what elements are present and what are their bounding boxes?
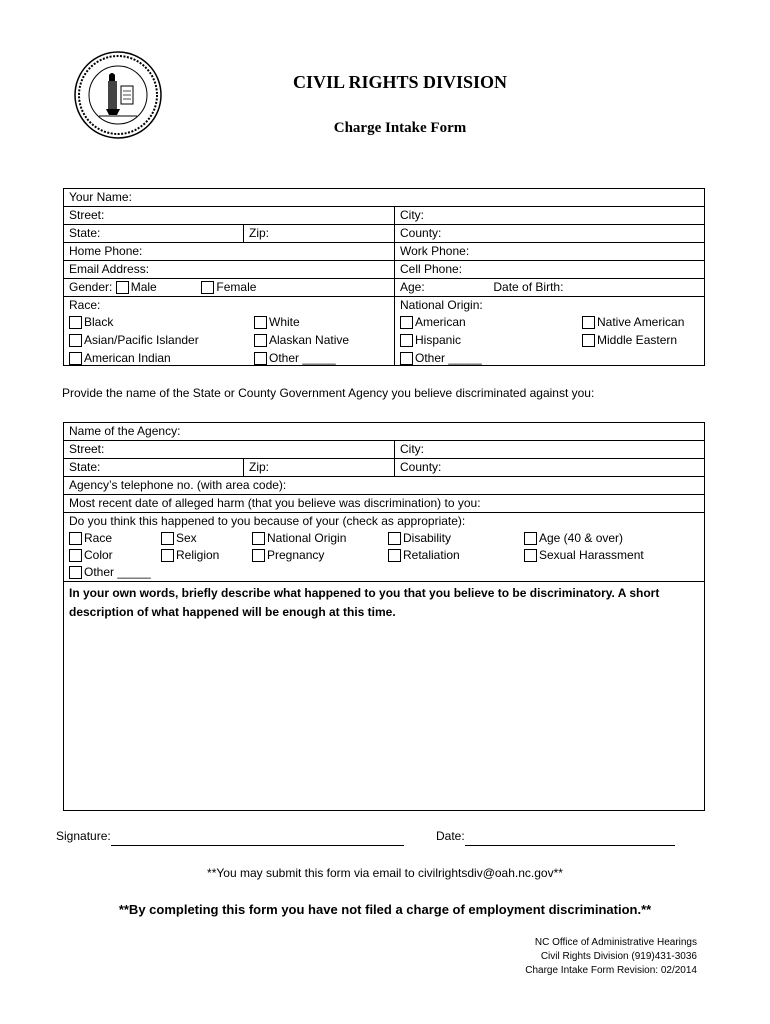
signature-line[interactable] [111,831,404,846]
race-option[interactable]: White [254,314,300,331]
page-subtitle: Charge Intake Form [333,120,467,136]
cell-phone-field[interactable]: Cell Phone: [395,261,705,279]
checkbox[interactable] [252,549,265,562]
agency-county-field[interactable]: County: [395,459,705,477]
checkbox[interactable] [524,532,537,545]
checkbox[interactable] [400,352,413,365]
state-field[interactable]: State: [64,225,244,243]
footer-line: Civil Rights Division (919)431-3036 [540,951,697,962]
agency-info-table [63,422,705,811]
checkbox[interactable] [161,532,174,545]
checkbox[interactable] [69,549,82,562]
checkbox[interactable] [524,549,537,562]
checkbox[interactable] [69,566,82,579]
checkbox[interactable] [252,532,265,545]
checkbox[interactable] [388,549,401,562]
origin-option[interactable]: Middle Eastern [582,332,677,349]
agency-name-field[interactable]: Name of the Agency: [64,423,705,441]
date-field[interactable]: Date: [436,829,675,846]
race-option[interactable]: Other _____ [254,350,336,366]
checkbox[interactable] [69,334,82,347]
gender-male-checkbox[interactable] [116,281,129,294]
basis-option[interactable]: Sexual Harassment [524,547,644,564]
race-option[interactable]: Alaskan Native [254,332,349,349]
email-field[interactable]: Email Address: [64,261,395,279]
agency-zip-field[interactable]: Zip: [244,459,395,477]
basis-option[interactable]: Race [69,530,112,547]
agency-street-field[interactable]: Street: [64,441,395,459]
checkbox[interactable] [254,316,267,329]
basis-option[interactable]: Disability [388,530,451,547]
national-origin-field: National Origin: American Native American Hispanic Middle Eastern Other _____ [395,297,705,366]
checkbox[interactable] [388,532,401,545]
checkbox[interactable] [400,334,413,347]
basis-option[interactable]: Age (40 & over) [524,530,623,547]
origin-option[interactable]: Hispanic [400,332,461,349]
checkbox[interactable] [400,316,413,329]
race-option[interactable]: American Indian [69,350,171,366]
checkbox[interactable] [69,352,82,365]
basis-field: Do you think this happened to you because of your (check as appropriate): Race Sex National Origin Disability Age (40 & over) Color Religion Pregnancy Retaliation Sexual Harassment Other _____ [64,513,705,582]
work-phone-field[interactable]: Work Phone: [395,243,705,261]
home-phone-field[interactable]: Home Phone: [64,243,395,261]
state-seal-icon [73,50,163,140]
agency-phone-field[interactable]: Agency’s telephone no. (with area code): [64,477,705,495]
checkbox[interactable] [254,334,267,347]
age-dob-field[interactable]: Age: Date of Birth: [395,279,705,297]
disclaimer-note: **By completing this form you have not filed a charge of employment discrimination.** [118,902,652,917]
basis-option[interactable]: Religion [161,547,219,564]
race-option[interactable]: Black [69,314,113,331]
county-field[interactable]: County: [395,225,705,243]
footer-line: NC Office of Administrative Hearings [534,937,697,948]
gender-field: Gender: Male Female [64,279,395,297]
basis-option[interactable]: National Origin [252,530,346,547]
page-title: CIVIL RIGHTS DIVISION [292,72,508,92]
footer [525,936,697,978]
zip-field[interactable]: Zip: [244,225,395,243]
city-field[interactable]: City: [395,207,705,225]
basis-option[interactable]: Sex [161,530,197,547]
agency-state-field[interactable]: State: [64,459,244,477]
gender-female-checkbox[interactable] [201,281,214,294]
name-field[interactable]: Your Name: [64,189,705,207]
street-field[interactable]: Street: [64,207,395,225]
signature-field[interactable]: Signature: [56,829,404,846]
checkbox[interactable] [582,316,595,329]
checkbox[interactable] [69,316,82,329]
race-field: Race: Black White Asian/Pacific Islander Alaskan Native American Indian Other _____ [64,297,395,366]
origin-option[interactable]: Other _____ [400,350,482,366]
checkbox[interactable] [582,334,595,347]
footer-line: Charge Intake Form Revision: 02/2014 [525,965,697,976]
race-option[interactable]: Asian/Pacific Islander [69,332,199,349]
checkbox[interactable] [69,532,82,545]
date-line[interactable] [465,831,675,846]
harm-date-field[interactable]: Most recent date of alleged harm (that you believe was discrimination) to you: [64,495,705,513]
origin-option[interactable]: American [400,314,466,331]
agency-prompt: Provide the name of the State or County Government Agency you believe discriminated against you: [62,386,595,400]
description-textarea[interactable]: In your own words, briefly describe what happened to you that you believe to be discriminatory. A short description of what happened will be enough at this time. [64,582,705,811]
basis-option[interactable]: Retaliation [388,547,460,564]
agency-city-field[interactable]: City: [395,441,705,459]
checkbox[interactable] [161,549,174,562]
personal-info-table [63,188,705,366]
basis-option[interactable]: Color [69,547,113,564]
basis-option[interactable]: Other _____ [69,564,151,581]
basis-option[interactable]: Pregnancy [252,547,324,564]
origin-option[interactable]: Native American [582,314,684,331]
checkbox[interactable] [254,352,267,365]
email-note: **You may submit this form via email to civilrightsdiv@oah.nc.gov** [207,866,563,880]
